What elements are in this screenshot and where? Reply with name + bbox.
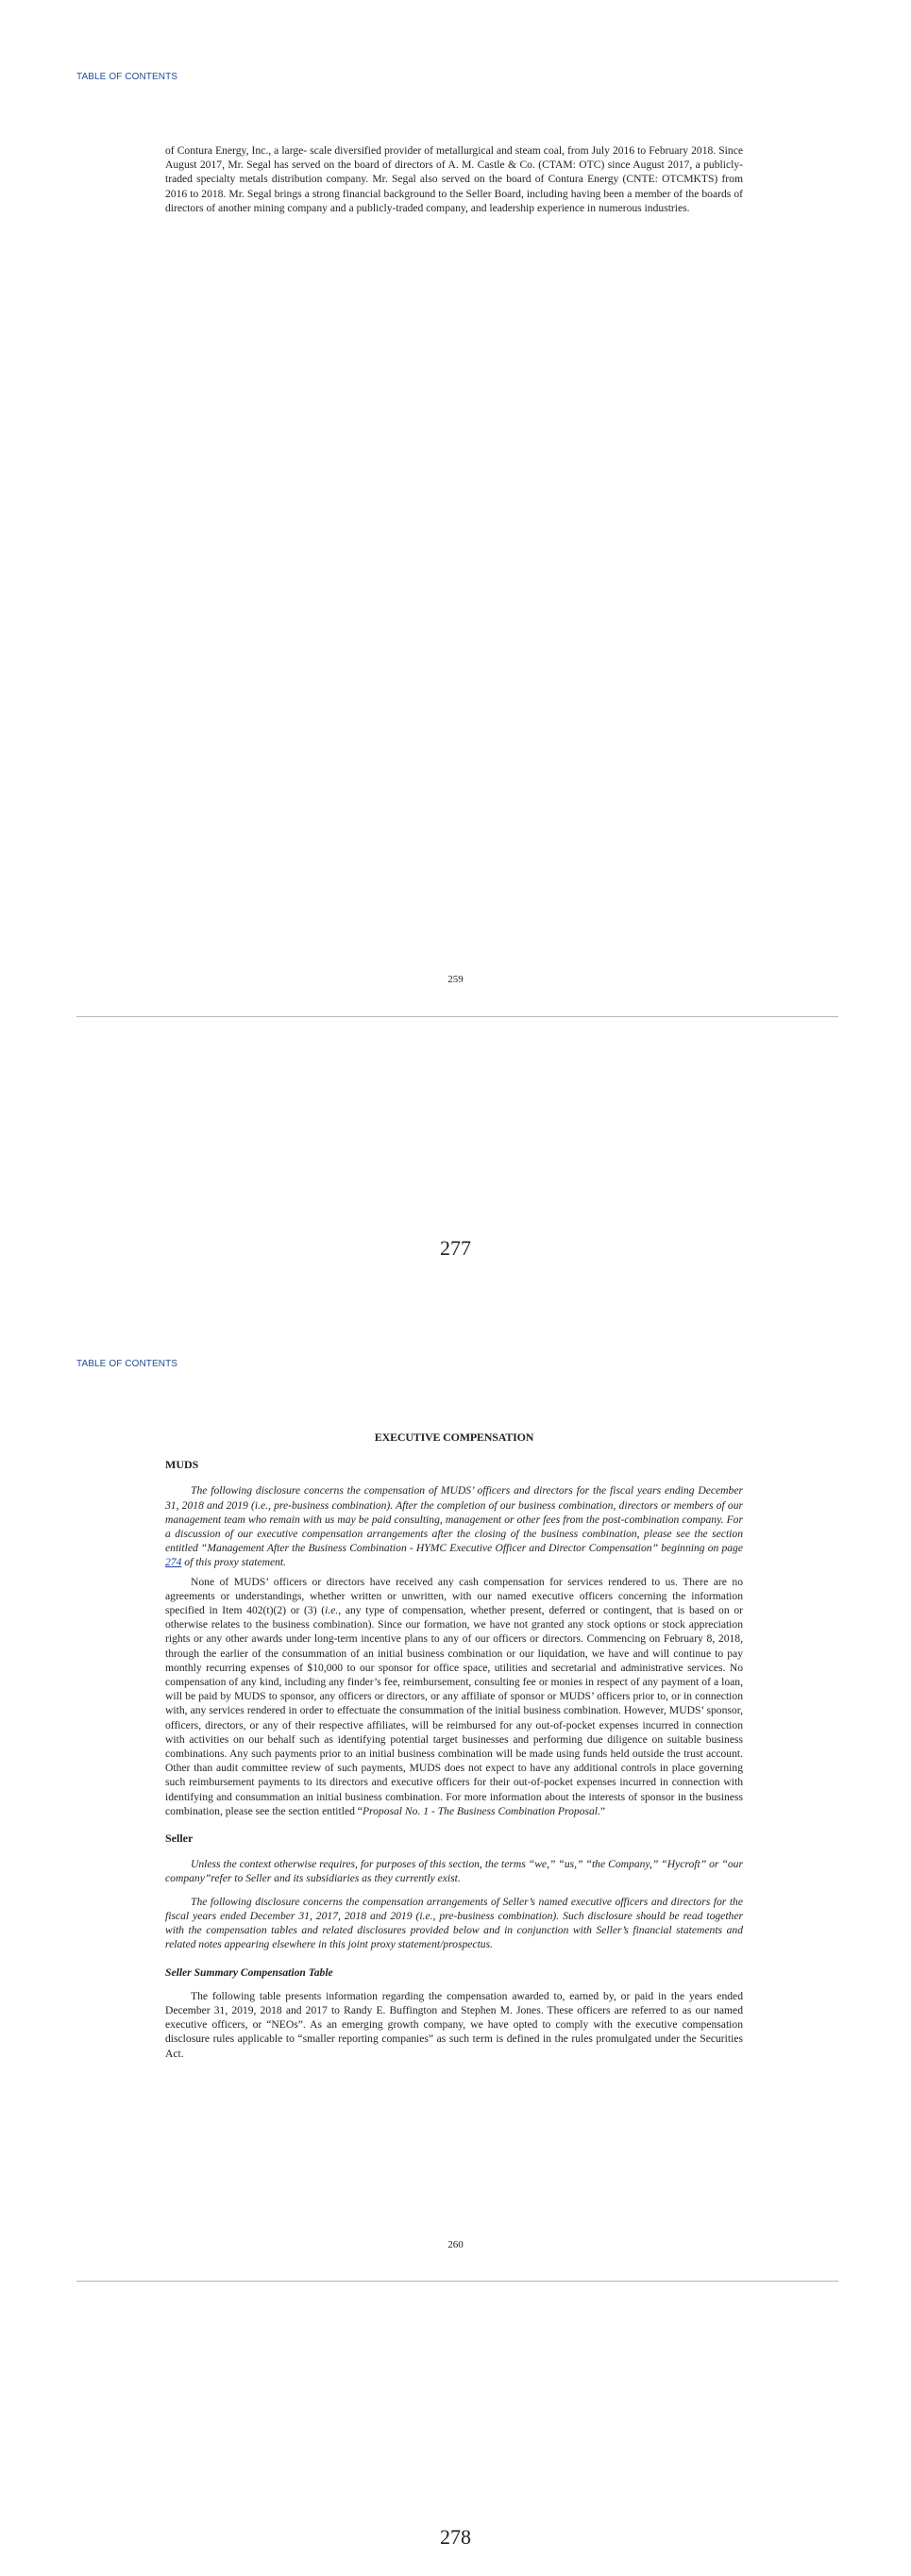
table-of-contents-link[interactable]: TABLE OF CONTENTS <box>76 1359 178 1369</box>
muds-intro-text-3: of this proxy statement. <box>181 1556 287 1569</box>
muds-intro-paragraph <box>165 1483 743 1569</box>
table-of-contents-link[interactable]: TABLE OF CONTENTS <box>76 72 178 82</box>
executive-compensation-section <box>165 1430 743 2061</box>
summary-compensation-paragraph: The following table presents information regarding the compensation awarded to, earned by, or paid in the years ended December 31, 2019, 2018 and 2017 to Randy E. Buffington and Stephen M. Jones. These officers are referred to as our named executive officers, or “NEOs”. As an emerging growth company, we have opted to comply with the executive compensation disclosure rules applicable to “smaller reporting companies” as such term is defined in the rules promulgated under the Securities Act. <box>165 1989 743 2060</box>
muds-heading: MUDS <box>165 1458 199 1472</box>
seller-heading: Seller <box>165 1832 194 1846</box>
seller-disclosure-paragraph: The following disclosure concerns the compensation arrangements of Seller’s named executive officers and directors for the fiscal years ended December 31, 2017, 2018 and 2019 (i.e., pre-business combination). Such disclosure should be read together with the compensation tables and related disclosures provided below and in conjunction with Seller’s financial statements and related notes appearing elsewhere in this joint proxy statement/prospectus. <box>165 1895 743 1951</box>
page-divider <box>76 1016 838 1017</box>
muds-body-section-ref: Proposal No. 1 - The Business Combination Proposal. <box>362 1804 600 1817</box>
muds-intro-text-2: ” beginning on page <box>651 1542 743 1555</box>
muds-body-text: None of MUDS’ officers or directors have received any cash compensation for services rendered to us. There are no agreements or understandings, whether written or unwritten, with our named executive officers concerning the information specified in Item 402(t)(2) or (3) ( <box>165 1575 743 1617</box>
muds-intro-section-ref: Management After the Business Combination - HYMC Executive Officer and Director Compensation <box>207 1542 652 1555</box>
pdf-page-number: 277 <box>440 1236 471 1260</box>
pdf-page-number: 278 <box>440 2525 471 2549</box>
page-number: 259 <box>447 974 464 985</box>
muds-body-text-3: ” <box>599 1804 606 1817</box>
director-bio-continuation <box>165 143 743 215</box>
muds-body-ie: i.e. <box>325 1604 339 1617</box>
muds-intro-text: The following disclosure concerns the compensation of MUDS’ officers and directors for the fiscal years ending December 31, 2018 and 2019 (i.e., pre-business combination). After the completion of our business combination, directors or members of our management team who remain with us may be paid consulting, management or other fees from the post-combination company. For a discussion of our executive compensation arrangements after the closing of the business combination, please see the section entitled “ <box>165 1484 743 1555</box>
page-number: 260 <box>447 2239 464 2250</box>
bio-paragraph: of Contura Energy, Inc., a large- scale diversified provider of metallurgical and steam coal, from July 2016 to February 2018. Since August 2017, Mr. Segal has served on the board of directors of A. M. Castle & Co. (CTAM: OTC) since August 2017, a publicly-traded specialty metals distribution company. Mr. Segal also served on the board of Contura Energy (CNTE: OTCMKTS) from 2016 to 2018. Mr. Segal brings a strong financial background to the Seller Board, including having been a member of the boards of directors of another mining company and a publicly-traded company, and leadership experience in numerous industries. <box>165 144 743 214</box>
page-link-274[interactable]: 274 <box>165 1556 182 1569</box>
section-title: EXECUTIVE COMPENSATION <box>374 1430 534 1444</box>
summary-compensation-heading: Seller Summary Compensation Table <box>165 1965 333 1979</box>
muds-body-paragraph <box>165 1575 743 1818</box>
seller-context-paragraph: Unless the context otherwise requires, for purposes of this section, the terms “we,” “us,” “the Company,” “Hycroft” or “our company”refer to Seller and its subsidiaries as they currently exist. <box>165 1858 743 1885</box>
page-divider <box>76 2281 838 2282</box>
muds-body-text-2: , any type of compensation, whether present, deferred or contingent, that is based on or otherwise relates to the business combination). Since our formation, we have not granted any stock options or stock appreciation rights or any other awards under long-term incentive plans to any of our officers or directors. Commencing on February 8, 2018, through the earlier of the consummation of an initial business combination or our liquidation, we have and will continue to pay monthly recurring expenses of $10,000 to our sponsor for office space, utilities and secretarial and administrative services. No compensation of any kind, including any finder’s fee, reimbursement, consulting fee or monies in respect of any payment of a loan, will be paid by MUDS to sponsor, any officers or directors, or any affiliate of sponsor or MUDS’ officers prior to, or in connection with, any services rendered in order to effectuate the consummation of the initial business combination. However, MUDS’ sponsor, officers, directors, or any of their respective affiliates, will be reimbursed for any out-of-pocket expenses incurred in connection with activities on our behalf such as identifying potential target businesses and performing due diligence on suitable business combinations. Any such payments prior to an initial business combination will be made using funds held outside the trust account. Other than audit committee review of such payments, MUDS does not expect to have any additional controls in place governing such reimbursement payments to its directors and executive officers for their out-of-pocket expenses incurred in connection with identifying and consummation an initial business combination. For more information about the interests of sponsor in the business combination, please see the section entitled “ <box>165 1604 743 1817</box>
